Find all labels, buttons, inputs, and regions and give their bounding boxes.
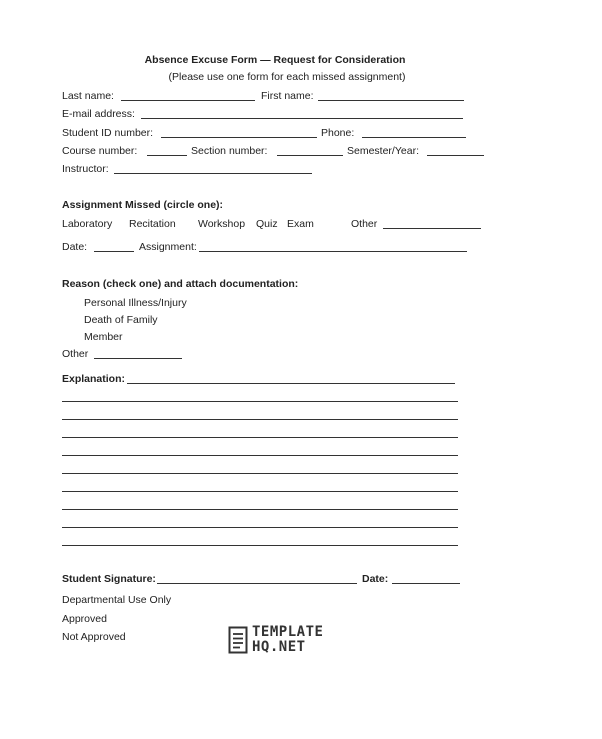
reason-personal-illness[interactable]: Personal Illness/Injury [84,297,187,309]
last-name-label: Last name: [62,90,114,102]
phone-field[interactable] [362,137,466,138]
not-approved-option[interactable]: Not Approved [62,631,126,643]
explanation-line[interactable] [62,401,458,402]
instructor-field[interactable] [114,173,312,174]
student-id-label: Student ID number: [62,127,154,139]
first-name-label: First name: [261,90,314,102]
option-recitation[interactable]: Recitation [129,218,176,230]
explanation-line[interactable] [62,527,458,528]
explanation-line[interactable] [62,545,458,546]
reason-member[interactable]: Member [84,331,123,343]
course-number-label: Course number: [62,145,138,157]
explanation-line[interactable] [62,491,458,492]
instructor-label: Instructor: [62,163,109,175]
email-field[interactable] [141,118,463,119]
assignment-date-label: Date: [62,241,88,253]
explanation-line[interactable] [62,419,458,420]
reason-other-label: Other [62,348,89,360]
watermark-line-1: TEMPLATE [252,624,324,640]
explanation-line[interactable] [62,437,458,438]
form-title: Absence Excuse Form — Request for Consideration [144,54,406,66]
email-label: E-mail address: [62,108,135,120]
departmental-heading: Departmental Use Only [62,594,172,606]
explanation-field[interactable] [127,383,455,384]
form-subtitle: (Please use one form for each missed assignment) [168,71,406,83]
phone-label: Phone: [321,127,355,139]
semester-year-field[interactable] [427,155,484,156]
watermark-line-2: HQ.NET [252,639,306,655]
option-workshop[interactable]: Workshop [198,218,246,230]
explanation-line[interactable] [62,473,458,474]
assignment-name-field[interactable] [199,251,467,252]
templatehq-watermark [228,625,346,659]
signature-field[interactable] [157,583,357,584]
assignment-name-label: Assignment: [139,241,197,253]
option-exam[interactable]: Exam [287,218,314,230]
section-number-label: Section number: [191,145,268,157]
option-quiz[interactable]: Quiz [256,218,278,230]
explanation-line[interactable] [62,509,458,510]
signature-date-label: Date: [362,573,389,585]
student-id-field[interactable] [161,137,317,138]
option-laboratory[interactable]: Laboratory [62,218,113,230]
signature-date-field[interactable] [392,583,460,584]
reason-death-of-family[interactable]: Death of Family [84,314,158,326]
assignment-date-field[interactable] [94,251,134,252]
explanation-line[interactable] [62,455,458,456]
document-icon [228,626,250,656]
section-number-field[interactable] [277,155,343,156]
explanation-label: Explanation: [62,373,126,385]
option-other[interactable]: Other [351,218,378,230]
other-assignment-field[interactable] [383,228,481,229]
assignment-heading: Assignment Missed (circle one): [62,199,224,211]
first-name-field[interactable] [318,100,464,101]
reason-heading: Reason (check one) and attach documentation: [62,278,299,290]
course-number-field[interactable] [147,155,187,156]
approved-option[interactable]: Approved [62,613,107,625]
reason-other-field[interactable] [94,358,182,359]
signature-label: Student Signature: [62,573,156,585]
last-name-field[interactable] [121,100,255,101]
semester-year-label: Semester/Year: [347,145,419,157]
